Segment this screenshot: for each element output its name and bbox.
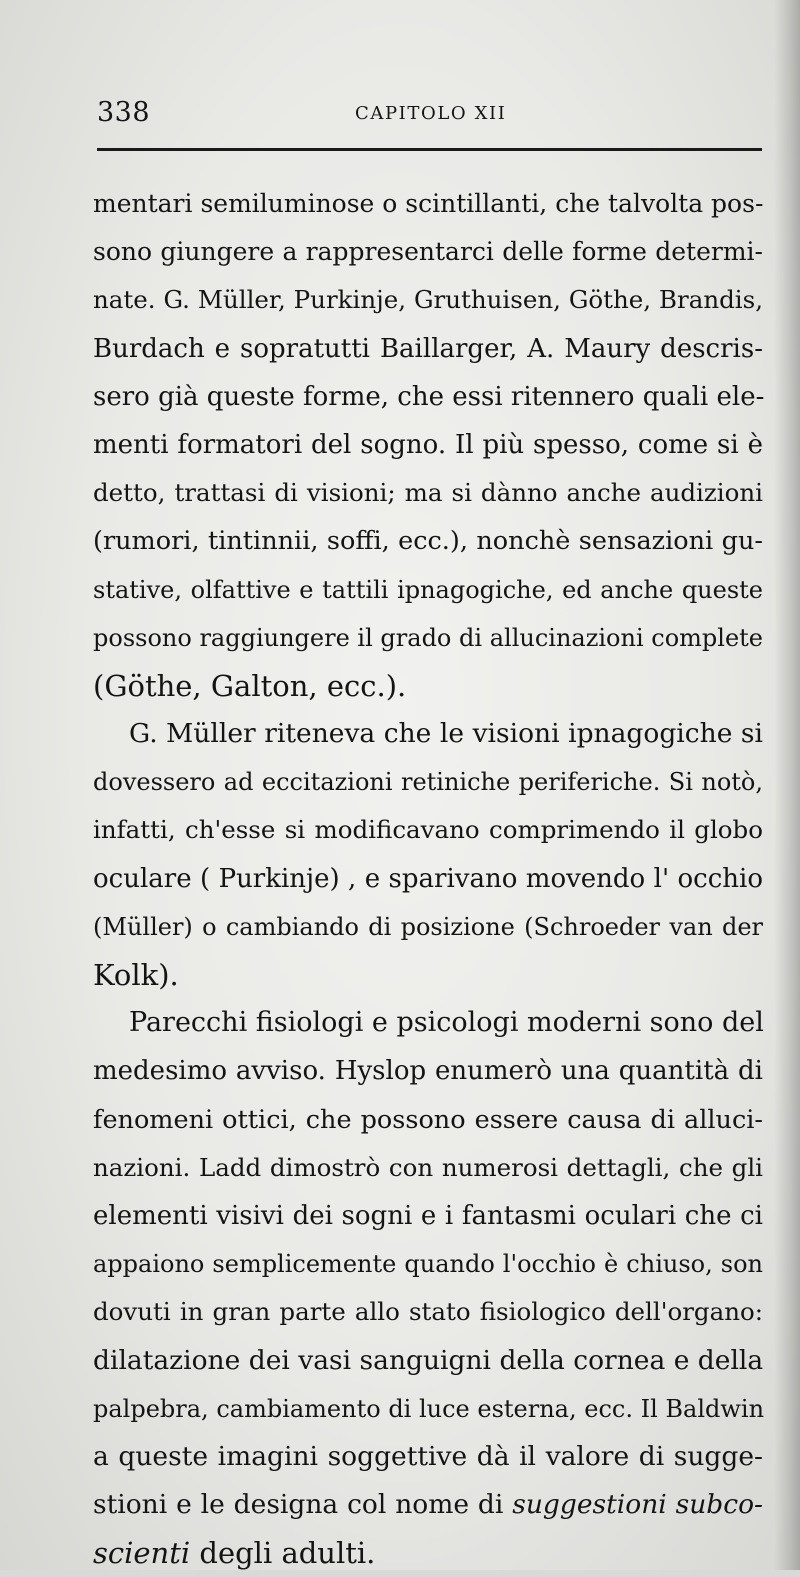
text-line: elementi visivi dei sogni e i fantasmi oculari che ci <box>93 1200 763 1231</box>
text-segment: stioni e le designa col nome di <box>93 1489 513 1521</box>
text-line: Burdach e sopratutti Baillarger, A. Maury descris- <box>93 333 763 364</box>
text-line: medesimo avviso. Hyslop enumerò una quantità di <box>93 1056 763 1087</box>
italic-term: suggestioni subco- <box>512 1489 763 1521</box>
text-line: dovuti in gran parte allo stato fisiologico dell'organo: <box>93 1297 763 1327</box>
text-line: possono raggiungere il grado di allucinazioni complete <box>93 623 763 652</box>
text-line: Kolk). <box>93 958 179 992</box>
text-line <box>93 1481 763 1529</box>
paragraph-start-line: G. Müller riteneva che le visioni ipnagogiche si <box>129 718 763 750</box>
text-line: sono giungere a rappresentarci delle forme determi- <box>93 237 763 267</box>
text-line: nate. G. Müller, Purkinje, Gruthuisen, Göthe, Brandis, <box>93 285 763 315</box>
page-edge-shadow <box>774 0 800 1570</box>
page-number: 338 <box>97 97 151 128</box>
text-line: a queste imagini soggettive dà il valore di sugge- <box>93 1440 763 1472</box>
text-line: (rumori, tintinnii, soffi, ecc.), nonchè sensazioni gu- <box>93 526 763 557</box>
italic-term: scienti <box>93 1536 191 1571</box>
paragraph-start-line: Parecchi fisiologi e psicologi moderni sono del <box>129 1007 764 1039</box>
text-line: detto, trattasi di visioni; ma si dànno anche audizioni <box>93 478 763 508</box>
text-line: infatti, ch'esse si modificavano comprimendo il globo <box>93 815 763 845</box>
body-text <box>93 180 763 1577</box>
text-line: mentari semiluminose o scintillanti, che talvolta pos- <box>93 189 764 218</box>
text-line: oculare ( Purkinje) , e sparivano movendo l' occhio <box>93 863 763 894</box>
text-line: palpebra, cambiamento di luce esterna, ecc. Il Baldwin <box>93 1394 765 1423</box>
text-line: dilatazione dei vasi sanguigni della cornea e della <box>93 1344 764 1376</box>
text-line: nazioni. Ladd dimostrò con numerosi dettagli, che gli <box>93 1152 763 1182</box>
text-line: (Göthe, Galton, ecc.). <box>93 668 407 703</box>
text-line: stative, olfattive e tattili ipnagogiche, ed anche queste <box>93 575 763 604</box>
page-header <box>97 95 762 135</box>
header-rule <box>97 148 762 151</box>
text-line: appaiono semplicemente quando l'occhio è chiuso, son <box>93 1250 763 1279</box>
running-head: CAPITOLO XII <box>355 103 507 124</box>
text-line: fenomeni ottici, che possono essere causa di alluci- <box>93 1104 763 1135</box>
text-segment: degli adulti. <box>190 1536 376 1571</box>
text-line: sero già queste forme, che essi ritennero quali ele- <box>93 381 765 412</box>
text-line: menti formatori del sogno. Il più spesso, come si è <box>93 429 763 460</box>
text-line: (Müller) o cambiando di posizione (Schroeder van der <box>93 912 763 941</box>
text-line: dovessero ad eccitazioni retiniche periferiche. Si notò, <box>93 768 763 797</box>
